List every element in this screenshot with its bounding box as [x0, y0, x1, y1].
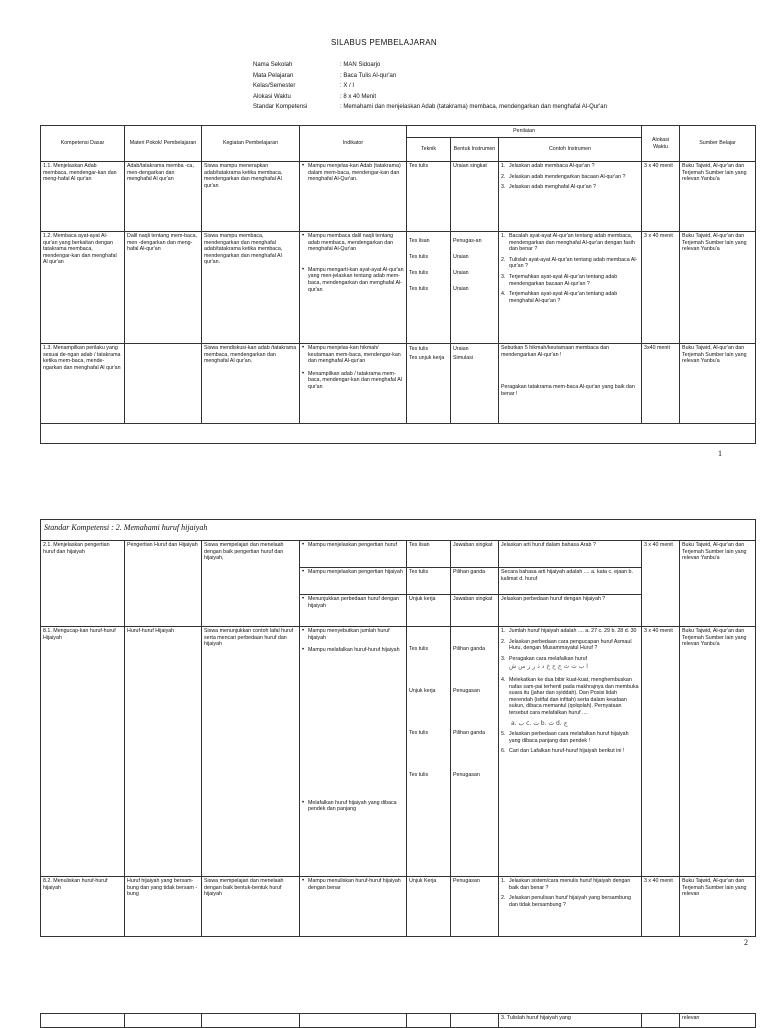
contoh-item: 2. Jelaskan perbedaan cara pengucapan huruf Asmaul Huru, dengan Musammayatul Huruf ?	[501, 638, 632, 652]
cell-materi: Dalil naqli tentang mem-baca, men -dengarkan dan meng-hafal Al-qur'an	[125, 232, 202, 344]
indikator-item: • Mampu mengarti-kan ayat-ayat Al-qur'an yang men-jelaskan tentang adab mem-baca, mendengarkan dan menghafal Al-qur'an	[302, 267, 404, 293]
indikator-item: • Melafalkan huruf hijaiyah yang dibaca pendek dan panjang	[302, 800, 404, 813]
header-teknik: Teknik	[407, 138, 451, 162]
cell-indikator	[300, 1014, 407, 1028]
meta-key: Kelas/Semester	[253, 83, 296, 89]
cell-bentuk: Pilihan ganda	[451, 568, 499, 595]
cell-bentuk: Pilihan ganda Penugasan Pilihan ganda Penugasan	[451, 627, 499, 877]
cell-bentuk: Jawaban singkat	[451, 541, 499, 568]
cell-kd: 8.2. Menuliskan huruf-huruf hijaiyah	[41, 877, 125, 937]
page-1	[0, 0, 768, 470]
table-row	[41, 877, 756, 937]
cell-alokasi	[642, 1014, 680, 1028]
cell-sumber: Buku Tajwid, Al-qur'an dan Terjemah Sumber lain yang relevan Yanbu'a	[680, 627, 756, 877]
cell-alokasi: 3x40 menit	[642, 344, 680, 424]
cell-teknik: Tes lisan	[407, 541, 451, 568]
cell-materi: Huruf hijaiyah yang bersam-bung dan yang tidak bersam -bung	[125, 877, 202, 937]
arabic-options: a. ب c. ت b. ث d. ج	[511, 719, 568, 727]
cell-materi: Pengertian Huruf dan Hijaiyah	[125, 541, 202, 627]
table-row	[41, 344, 756, 424]
contoh-item: 2. Jelaskan adab mendengarkan bacaan Al-qur'an ?	[501, 173, 626, 180]
indikator-item: • Mampu menjelaskan pengertian hijaiyah	[302, 569, 404, 576]
syllabus-table-1	[40, 125, 756, 444]
cell-sumber: Buku Tajwid, Al-qur'an dan Terjemah Sumber lain yang relevan Yanbu'a	[680, 232, 756, 344]
cell-indikator	[300, 541, 407, 568]
indikator-item: • Menampilkan adab / tatakrama mem-baca, mendengar-kan dan menghafal Al qur'an	[302, 371, 404, 391]
meta-value: : Memahami dan menjelaskan Adab (tatakrama) membaca, mendengarkan dan menghafal Al-Qur'an	[340, 104, 607, 110]
contoh-item: 3. Terjemahkan ayat-ayat Al-qur'an tentang adab mendengarkan bacaan Al-qur'an ?	[501, 273, 618, 287]
cell-indikator	[300, 627, 407, 877]
indikator-item: • Mampu menyebutkan jumlah huruf hijaiyah	[302, 628, 404, 641]
indikator-item: • Mampu menjelas-kan Adab (tatakrama) dalam mem-baca, mendengar-kan dan menghafal Al-Qur'an.	[302, 163, 404, 183]
meta-value: : Baca Tulis Al-qur'an	[340, 72, 397, 79]
cell-kegiatan: Siswa mampu membaca, mendengarkan dan menghafal adab/tatakrama ketika membaca, mendengarkan dan menghafal Al qur'an.	[202, 232, 300, 344]
contoh-item: 2. Tulislah ayat-ayat Al-qur'an tentang adab membaca Al-qur'an ?	[501, 256, 638, 270]
contoh-item: 3. Peragakan cara melafalkan huruf	[501, 655, 588, 662]
cell-kd: 1.3. Menampilkan perilaku yang sesuai de-ngan adab / tatakrama ketika mem-baca, mende-ngarkan dan menghafal Al qur'an	[41, 344, 125, 424]
meta-value: : MAN Sidoarjo	[340, 62, 381, 68]
document-meta	[253, 60, 607, 113]
cell-contoh: Jelaskan arti huruf dalam bahasa Arab ?	[499, 541, 642, 568]
cell-bentuk: Jawaban singkat	[451, 595, 499, 627]
cell-alokasi: 3 x 40 menit	[642, 877, 680, 937]
cell-sumber: Buku Tajwid, Al-qur'an dan Terjemah Sumber lain yang relevan Yanbu'a	[680, 162, 756, 232]
cell-bentuk	[451, 1014, 499, 1028]
contoh-item: 1. Jelaskan sistem/cara menulis huruf hijaiyah dengan baik dan benar ?	[501, 878, 631, 891]
indikator-item: • Mampu membaca dalil naqli tentang adab membaca, mendengarkan dan menghafal Al-Qur'an	[302, 233, 404, 253]
cell-kegiatan: Siswa mendiskusi-kan adab /tatakrama membaca, mendengarkan dan menghafal Al qur'an.	[202, 344, 300, 424]
contoh-item: 4. Melekatkan ke dua bibir kuat-kuat, menghembuskan nafas sam-pai terhenti pada makhrajnya dan membuka suara itu (jahar dan syiddah). Dan Posisi lidah merendah (istifal dan infitah) serta dalam keadaan sukun, dibaca memantul (qolqolah). Pernyataan tersebut cara melafalkan huruf ....	[501, 676, 639, 716]
cell-kd: 1.1. Menjelaskan Adab membaca, mendengar-kan dan meng-hafal Al qur'an	[41, 162, 125, 232]
contoh-item: 2. Jelaskan penulisan huruf hijaiyah yang bersambung dan tidak bersambung ?	[501, 895, 631, 908]
cell-kegiatan: Siswa menunjukkan contoh lafal huruf serta mencari perbedaan huruf dan hijaiyah	[202, 627, 300, 877]
cell-materi	[125, 1014, 202, 1028]
meta-row	[253, 102, 607, 113]
indikator-item: • Mampu menuliskan huruf-huruf hijaiyah dengan benar	[302, 878, 404, 891]
cell-teknik: Tes tulis	[407, 568, 451, 595]
cell-sumber: Buku Tajwid, Al-qur'an dan Terjemah Sumber lain yang relevan	[680, 877, 756, 937]
page-number: 1	[718, 449, 722, 458]
contoh-item: 1. Bacalah ayat-ayat Al-qur'an tentang adab membaca, mendengarkan dan menghafal Al-qur'an dengan fasih dan benar ?	[501, 233, 635, 253]
meta-key: Nama Sekolah	[253, 62, 293, 68]
cell-indikator	[300, 877, 407, 937]
arabic-letters: ﺍ ﺏ ﺕ ﺙ ﺝ ﺡ ﺥ ﺩ ﺫ ﺭ ﺯ ﺱ ﺵ	[509, 663, 588, 671]
cell-materi: Huruf-huruf Hijaiyah	[125, 627, 202, 877]
cell-materi: Adab/tatakrama memba -ca, men-dengarkan dan menghafal Al qur'an	[125, 162, 202, 232]
contoh-item: Peragakan tatakrama mem-baca Al-qur'an yang baik dan benar !	[501, 384, 635, 397]
meta-key: Standar Kompetensi	[253, 104, 308, 110]
cell-contoh	[499, 344, 642, 424]
cell-teknik: Unjuk kerja	[407, 595, 451, 627]
header-materi: Materi Pokok/ Pembelajaran	[125, 126, 202, 162]
cell-indikator	[300, 232, 407, 344]
header-penilaian: Penilaian	[407, 126, 642, 138]
cell-contoh	[499, 877, 642, 937]
header-alokasi: Alokasi Waktu	[642, 126, 680, 162]
cell-teknik: Unjuk Kerja	[407, 877, 451, 937]
indikator-item: • Mampu menjelaskan pengertian huruf	[302, 542, 404, 549]
cell-contoh	[499, 232, 642, 344]
cell-indikator	[300, 162, 407, 232]
page-number: 2	[744, 938, 748, 947]
meta-key: Alokasi Waktu	[253, 93, 291, 100]
meta-key: Mata Pelajaran	[253, 72, 294, 79]
header-indikator: Indikator	[300, 126, 407, 162]
meta-row	[253, 81, 607, 92]
cell-teknik: Tes lisan Tes tulis Tes tulis Tes tulis	[407, 232, 451, 344]
cell-bentuk: Penugasan	[451, 877, 499, 937]
cell-alokasi: 3 x 40 menit	[642, 541, 680, 627]
contoh-item: Sebutkan 5 hikmah/keutamaan membaca dan mendengarkan Al-qur'an !	[501, 345, 610, 358]
header-kegiatan: Kegiatan Pembelajaran	[202, 126, 300, 162]
table-row	[41, 232, 756, 344]
syllabus-table-3	[40, 1013, 756, 1028]
meta-value: : X / I	[340, 83, 355, 89]
cell-kegiatan: Siswa mempelajari dan menelaah dengan baik pengertian huruf dan hijaiyah,	[202, 541, 300, 627]
indikator-item: • Mampu menjelas-kan hikmah/ keutamaan mem-baca, mendengar-kan dan menghafal Al-qur'an	[302, 345, 404, 365]
standar-kompetensi: Standar Kompetensi : 2. Memahami huruf hijaiyah	[41, 520, 756, 541]
indikator-item: • Menunjukkan perbedaan huruf dengan hijaiyah	[302, 596, 404, 609]
cell-bentuk: Penugas-an Uraian Uraian Uraian	[451, 232, 499, 344]
cell-indikator	[300, 344, 407, 424]
table-row	[41, 162, 756, 232]
cell-contoh	[499, 627, 642, 877]
table-row	[41, 424, 756, 444]
contoh-item: 5. Jelaskan perbedaan cara melafalkan huruf hijaiyah yang dibaca panjang dan pendek !	[501, 731, 629, 744]
meta-row	[253, 92, 607, 103]
syllabus-table-2	[40, 519, 756, 937]
cell-indikator	[300, 595, 407, 627]
cell-materi	[125, 344, 202, 424]
meta-value: : 8 x 40 Menit	[340, 93, 377, 100]
header-kd: Kompetensi Dasar	[41, 126, 125, 162]
cell-sumber: Buku Tajwid, Al-qur'an dan Terjemah Sumber lain yang relevan Yanbu'a	[680, 541, 756, 627]
indikator-item: • Mampu melafalkan huruf-huruf hijaiyah	[302, 647, 404, 654]
table-row	[41, 1014, 756, 1028]
header-contoh: Contoh Instrumen	[499, 138, 642, 162]
cell-kegiatan: Siswa mempelajari dan menelaah dengan baik bentuk-bentuk huruf hijaiyah	[202, 877, 300, 937]
cell-kd: 2.1. Menjelaskan pengertian huruf dan hijaiyah	[41, 541, 125, 627]
contoh-item: 6. Cari dan Lafalkan huruf-huruf hijaiyah berikut ini !	[501, 748, 625, 755]
meta-row	[253, 60, 607, 71]
cell-teknik	[407, 1014, 451, 1028]
document-title: SILABUS PEMBELAJARAN	[330, 38, 438, 47]
contoh-item: 3. Jelaskan adab menghafal Al-qur'an ?	[501, 184, 596, 191]
cell-alokasi: 3 x 40 menit	[642, 232, 680, 344]
cell-contoh	[499, 162, 642, 232]
cell-kd: 1.2. Membaca ayat-ayat Al-qur'an yang berkaitan dengan tatakrama membaca, mendengar-kan dan menghafal Al qur'an	[41, 232, 125, 344]
cell-contoh: 3. Tulislah huruf hijaiyah yang	[499, 1014, 642, 1028]
empty-row	[41, 424, 756, 444]
cell-teknik: Tes tulis Tes unjuk kerja	[407, 344, 451, 424]
cell-alokasi: 3 x 40 menit	[642, 162, 680, 232]
cell-kegiatan: Siswa mampu menerapkan adab/tatakrama ketika membaca, mendengarkan dan menghafal Al qur'an	[202, 162, 300, 232]
cell-alokasi: 3 x 40 menit	[642, 627, 680, 877]
cell-bentuk: Uraian singkat	[451, 162, 499, 232]
cell-kd: 8.1. Mengucap-kan huruf-huruf Hijaiyah	[41, 627, 125, 877]
cell-teknik: Tes tulis	[407, 162, 451, 232]
header-sumber: Sumber Belajar	[680, 126, 756, 162]
cell-contoh: Secara bahasa arti hijaiyah adalah .... a. kata c. ejaan b. kalimat d. huruf	[499, 568, 642, 595]
table-row	[41, 541, 756, 568]
cell-kd	[41, 1014, 125, 1028]
cell-sumber: Buku Tajwid, Al-qur'an dan Terjemah Sumber lain yang relevan Yanbu'a	[680, 344, 756, 424]
contoh-item: 1. Jumlah huruf hijaiyah adalah .... a. 27 c. 29 b. 28 d. 30	[501, 628, 637, 634]
cell-kegiatan	[202, 1014, 300, 1028]
cell-sumber: relevan	[680, 1014, 756, 1028]
contoh-item: 1. Jelaskan adab membaca Al-qur'an ?	[501, 163, 595, 169]
header-bentuk: Bentuk Instrumen	[451, 138, 499, 162]
cell-indikator	[300, 568, 407, 595]
contoh-item: 4. Terjemahkan ayat-ayat Al-qur'an tentang adab menghafal Al-qur'an ?	[501, 291, 618, 304]
cell-bentuk: Uraian Simulasi	[451, 344, 499, 424]
table-row	[41, 627, 756, 877]
cell-contoh: Jelaskan perbedaan huruf dengan hijaiyah ?	[499, 595, 642, 627]
cell-teknik: Tes tulis Unjuk kerja Tes tulis Tes tulis	[407, 627, 451, 877]
meta-row	[253, 71, 607, 82]
